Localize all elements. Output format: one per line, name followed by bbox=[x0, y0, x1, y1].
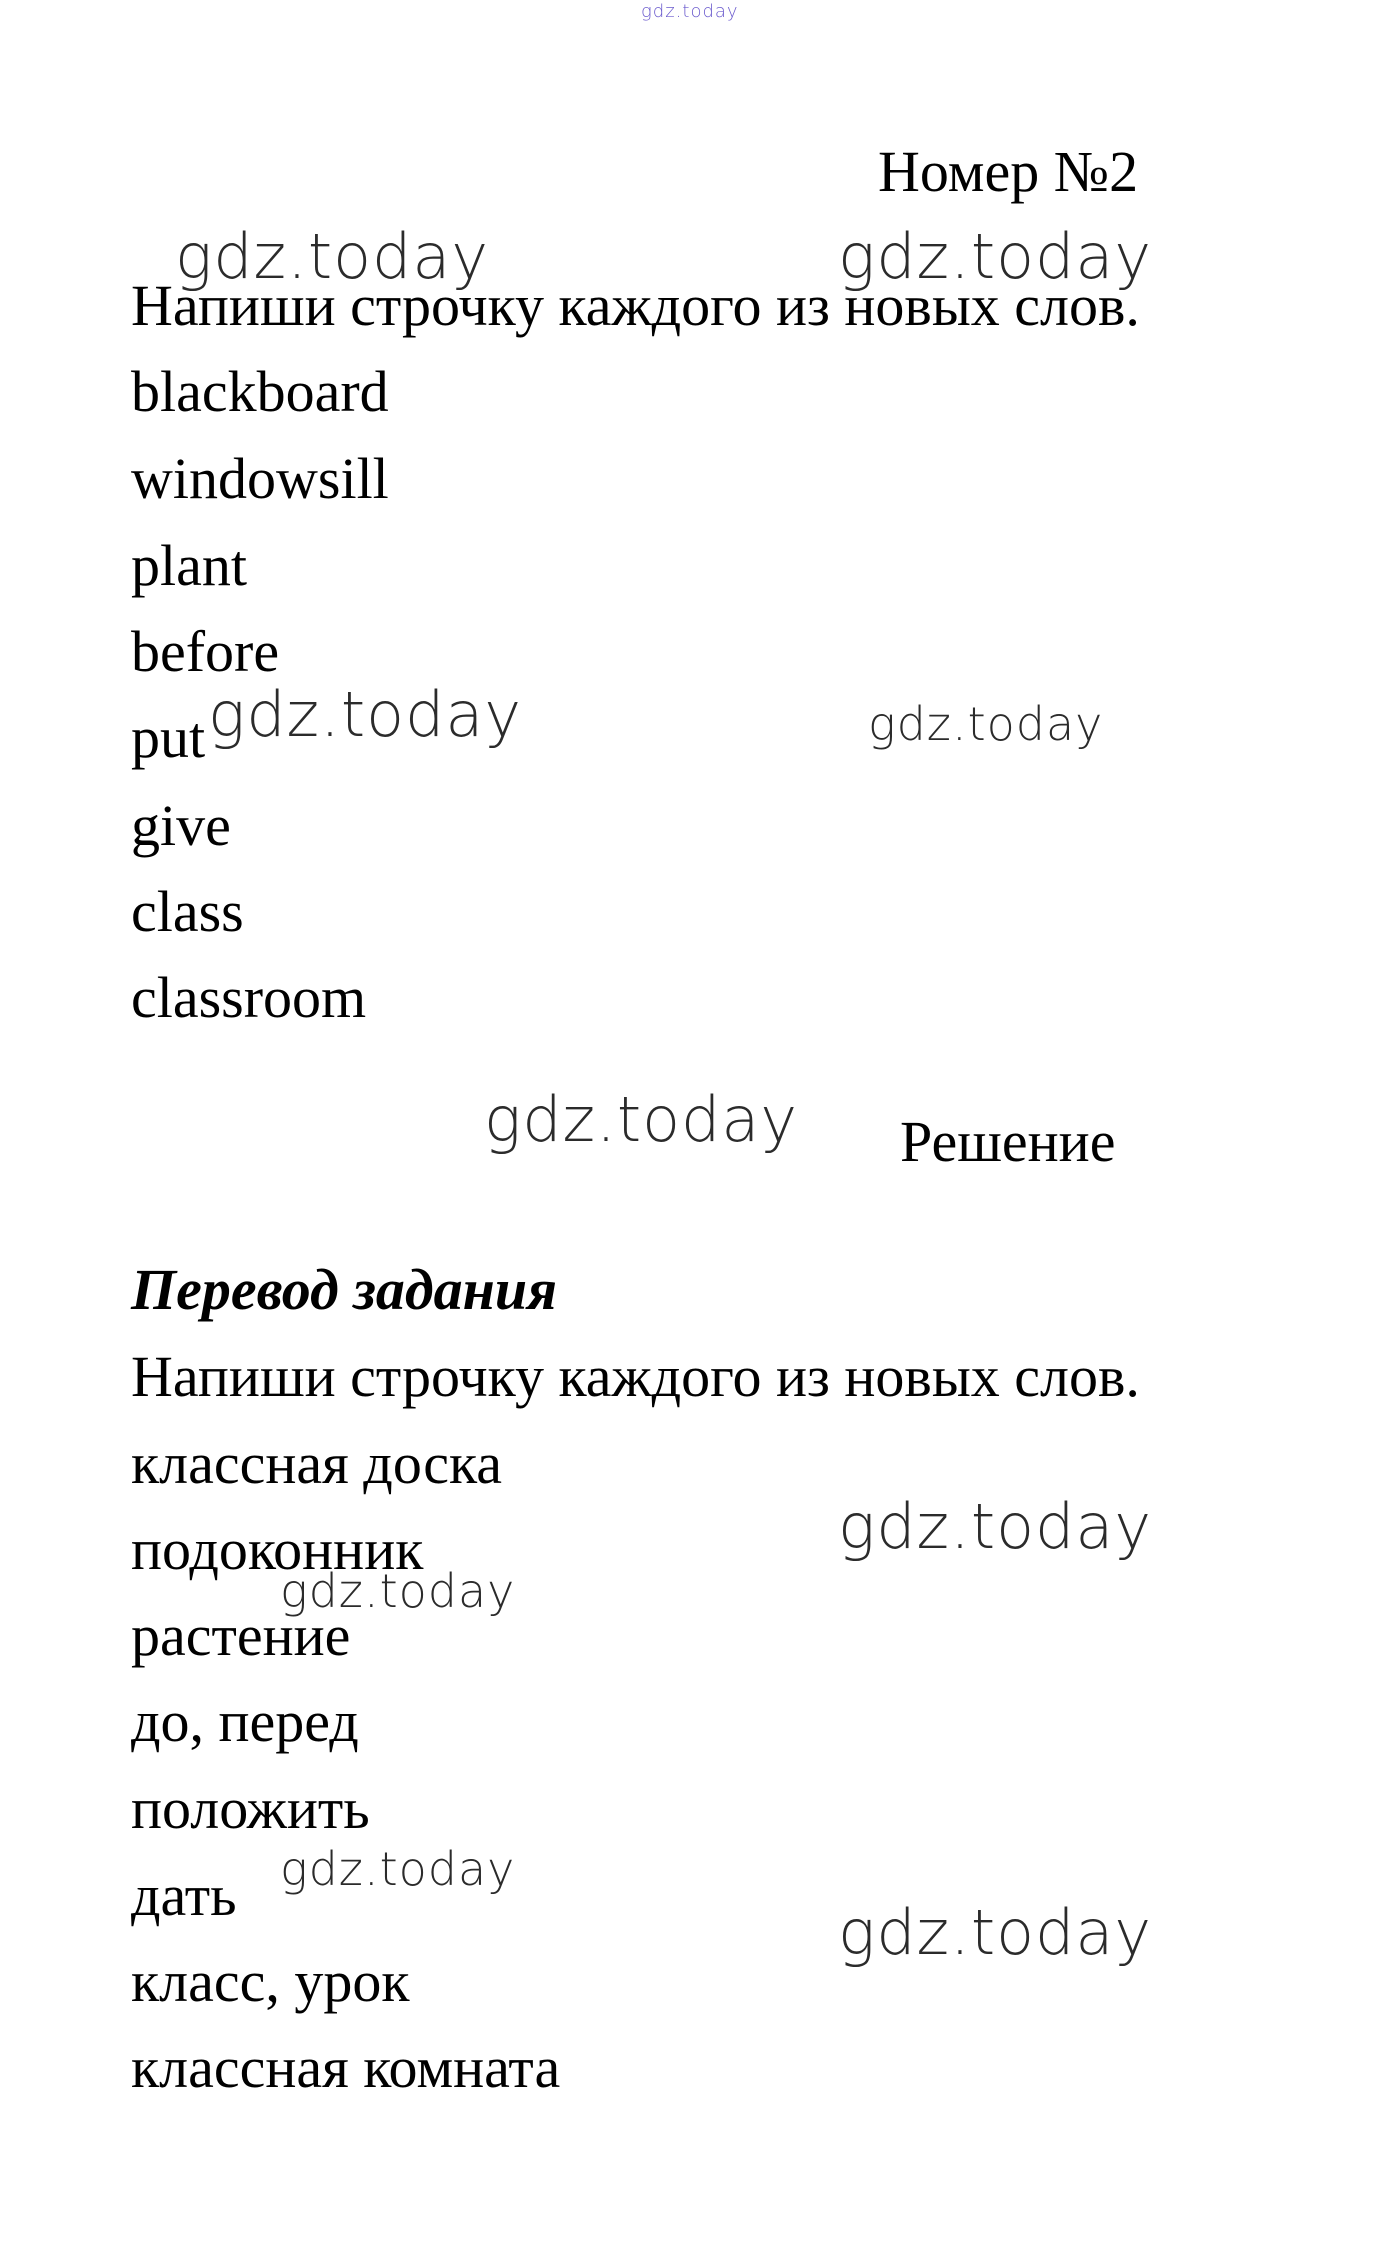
translation-item: положить bbox=[131, 1776, 370, 1841]
translation-instruction: Напиши строчку каждого из новых слов. bbox=[131, 1344, 1140, 1409]
watermark: gdz.today bbox=[280, 1564, 516, 1618]
watermark: gdz.today bbox=[838, 1896, 1153, 1969]
watermark: gdz.today bbox=[208, 678, 523, 751]
translation-item: до, перед bbox=[131, 1689, 359, 1754]
word-item: windowsill bbox=[131, 446, 389, 511]
translation-item: классная комната bbox=[131, 2035, 561, 2100]
translation-title: Перевод задания bbox=[131, 1257, 557, 1322]
watermark-top: gdz.today bbox=[641, 1, 739, 22]
translation-item: класс, урок bbox=[131, 1949, 410, 2014]
word-item: before bbox=[131, 619, 280, 684]
translation-item: растение bbox=[131, 1603, 351, 1668]
word-item: plant bbox=[131, 533, 247, 598]
task-number: Номер №2 bbox=[878, 139, 1139, 204]
translation-item: классная доска bbox=[131, 1431, 503, 1496]
watermark: gdz.today bbox=[280, 1842, 516, 1896]
watermark: gdz.today bbox=[868, 697, 1104, 751]
task-instruction: Напиши строчку каждого из новых слов. bbox=[131, 273, 1140, 338]
word-item: give bbox=[131, 793, 231, 858]
translation-item: подоконник bbox=[131, 1517, 424, 1582]
word-item: blackboard bbox=[131, 359, 389, 424]
word-item: classroom bbox=[131, 965, 367, 1030]
solution-label: Решение bbox=[900, 1109, 1116, 1174]
word-item: put bbox=[131, 705, 206, 770]
watermark: gdz.today bbox=[484, 1083, 799, 1156]
translation-item: дать bbox=[131, 1863, 237, 1928]
watermark: gdz.today bbox=[175, 220, 490, 293]
watermark: gdz.today bbox=[838, 220, 1153, 293]
word-item: class bbox=[131, 879, 244, 944]
watermark: gdz.today bbox=[838, 1490, 1153, 1563]
